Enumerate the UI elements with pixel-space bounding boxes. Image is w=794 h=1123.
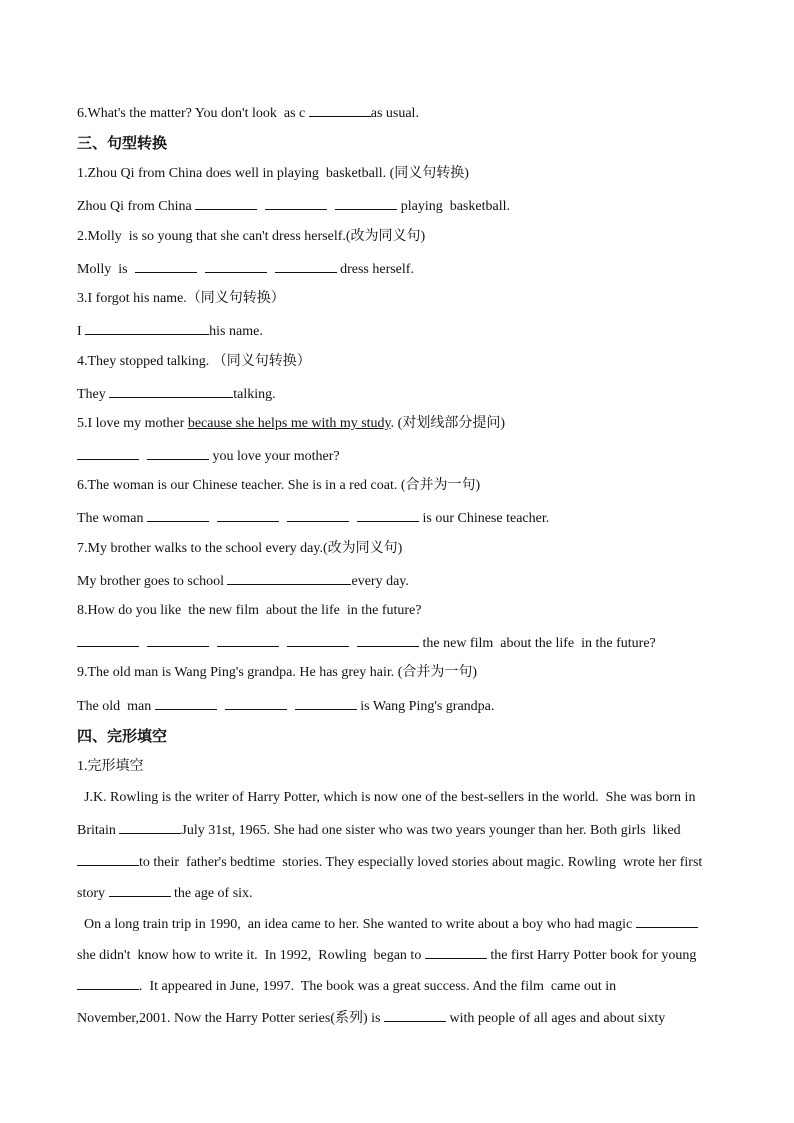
- s3-question-8: 8.How do you like the new film about the life in the future?: [77, 603, 422, 618]
- answer-suffix: dress herself.: [336, 262, 414, 277]
- s3-question-6: 6.The woman is our Chinese teacher. She is in a red coat. (合并为一句): [77, 478, 481, 493]
- s3-question-4: 4.They stopped talking. （同义句转换）: [77, 354, 311, 369]
- passage-line: [77, 914, 698, 934]
- answer-blank[interactable]: [147, 633, 209, 647]
- passage-text: with people of all ages and about sixty: [445, 1011, 666, 1026]
- passage-text: the age of six.: [170, 886, 253, 901]
- answer-prefix: My brother goes to school: [77, 574, 228, 589]
- answer-blank[interactable]: [275, 259, 337, 273]
- answer-suffix: his name.: [209, 324, 263, 339]
- passage-text: story: [77, 886, 109, 901]
- answer-blank[interactable]: [357, 633, 419, 647]
- passage-text: Britain: [77, 823, 120, 838]
- passage-line: [77, 976, 616, 996]
- answer-blank[interactable]: [85, 321, 209, 335]
- passage-line: [77, 852, 702, 872]
- answer-blank[interactable]: [77, 976, 139, 990]
- answer-blank[interactable]: [636, 914, 698, 928]
- section-4-heading: 四、完形填空: [77, 727, 168, 745]
- question-instruction: . (对划线部分提问): [390, 416, 505, 431]
- passage-line: [77, 1008, 665, 1028]
- answer-blank[interactable]: [309, 103, 371, 117]
- s3-answer-8: [77, 633, 656, 653]
- s3-question-7: 7.My brother walks to the school every day.(改为同义句): [77, 541, 403, 556]
- passage-text: . It appeared in June, 1997. The book was a great success. And the film came out in: [139, 979, 617, 994]
- s3-question-5: [77, 415, 505, 433]
- answer-suffix: you love your mother?: [209, 449, 340, 464]
- answer-blank[interactable]: [287, 508, 349, 522]
- answer-blank[interactable]: [77, 446, 139, 460]
- s3-answer-2: [77, 259, 414, 279]
- answer-blank[interactable]: [357, 508, 419, 522]
- passage-line: [77, 945, 696, 965]
- answer-prefix: They: [77, 387, 110, 402]
- answer-blank[interactable]: [77, 852, 139, 866]
- answer-blank[interactable]: [119, 820, 181, 834]
- answer-prefix: I: [77, 324, 86, 339]
- s3-answer-3: [77, 321, 263, 341]
- passage-text: to their father's bedtime stories. They especially loved stories about magic. Rowling wrote her first: [139, 855, 703, 870]
- answer-blank[interactable]: [287, 633, 349, 647]
- answer-suffix: the new film about the life in the future?: [419, 636, 656, 651]
- s3-answer-4: [77, 384, 276, 404]
- answer-blank[interactable]: [135, 259, 197, 273]
- passage-line: [77, 883, 253, 903]
- passage-text: she didn't know how to write it. In 1992, Rowling began to: [77, 948, 425, 963]
- answer-blank[interactable]: [147, 446, 209, 460]
- answer-suffix: talking.: [233, 387, 276, 402]
- answer-blank[interactable]: [384, 1008, 446, 1022]
- answer-blank[interactable]: [227, 571, 351, 585]
- s3-answer-6: [77, 508, 549, 528]
- answer-blank[interactable]: [77, 633, 139, 647]
- answer-suffix: every day.: [351, 574, 409, 589]
- answer-prefix: The old man: [77, 699, 155, 714]
- answer-blank[interactable]: [217, 508, 279, 522]
- answer-suffix: is Wang Ping's grandpa.: [356, 699, 495, 714]
- answer-blank[interactable]: [109, 883, 171, 897]
- answer-suffix: is our Chinese teacher.: [418, 511, 550, 526]
- passage-text: On a long train trip in 1990, an idea came to her. She wanted to write about a boy who had magic: [77, 917, 636, 932]
- passage-line: [77, 789, 695, 807]
- s3-answer-1: [77, 196, 510, 216]
- question-text-after: as usual.: [370, 106, 419, 121]
- answer-blank[interactable]: [155, 696, 217, 710]
- answer-prefix: Molly is: [77, 262, 135, 277]
- answer-blank[interactable]: [195, 196, 257, 210]
- section-4-subtitle: 1.完形填空: [77, 759, 144, 774]
- answer-prefix: The woman: [77, 511, 147, 526]
- question-6-previous: [77, 103, 419, 123]
- answer-blank[interactable]: [425, 945, 487, 959]
- answer-blank[interactable]: [265, 196, 327, 210]
- answer-blank[interactable]: [109, 384, 233, 398]
- answer-blank[interactable]: [147, 508, 209, 522]
- s3-answer-5: [77, 446, 340, 466]
- answer-blank[interactable]: [295, 696, 357, 710]
- passage-text: July 31st, 1965. She had one sister who was two years younger than her. Both girls liked: [181, 823, 681, 838]
- s3-question-2: 2.Molly is so young that she can't dress herself.(改为同义句): [77, 229, 426, 244]
- answer-suffix: playing basketball.: [397, 199, 510, 214]
- s3-question-1: 1.Zhou Qi from China does well in playing basketball. (同义句转换): [77, 166, 469, 181]
- underlined-part: because she helps me with my study: [187, 416, 391, 431]
- passage-text: November,2001. Now the Harry Potter series(系列) is: [77, 1011, 384, 1026]
- s3-question-9: 9.The old man is Wang Ping's grandpa. He has grey hair. (合并为一句): [77, 665, 478, 680]
- answer-blank[interactable]: [225, 696, 287, 710]
- answer-blank[interactable]: [335, 196, 397, 210]
- passage-line: [77, 820, 681, 840]
- question-text: 6.What's the matter? You don't look as c: [77, 106, 309, 121]
- section-3-heading: 三、句型转换: [77, 134, 168, 152]
- s3-answer-9: [77, 696, 494, 716]
- question-text: 5.I love my mother: [77, 416, 188, 431]
- answer-prefix: Zhou Qi from China: [77, 199, 196, 214]
- s3-answer-7: [77, 571, 409, 591]
- passage-text: J.K. Rowling is the writer of Harry Potter, which is now one of the best-sellers in the world. She was born in: [77, 790, 696, 805]
- answer-blank[interactable]: [205, 259, 267, 273]
- answer-blank[interactable]: [217, 633, 279, 647]
- passage-text: the first Harry Potter book for young: [486, 948, 697, 963]
- s3-question-3: 3.I forgot his name.（同义句转换）: [77, 291, 285, 306]
